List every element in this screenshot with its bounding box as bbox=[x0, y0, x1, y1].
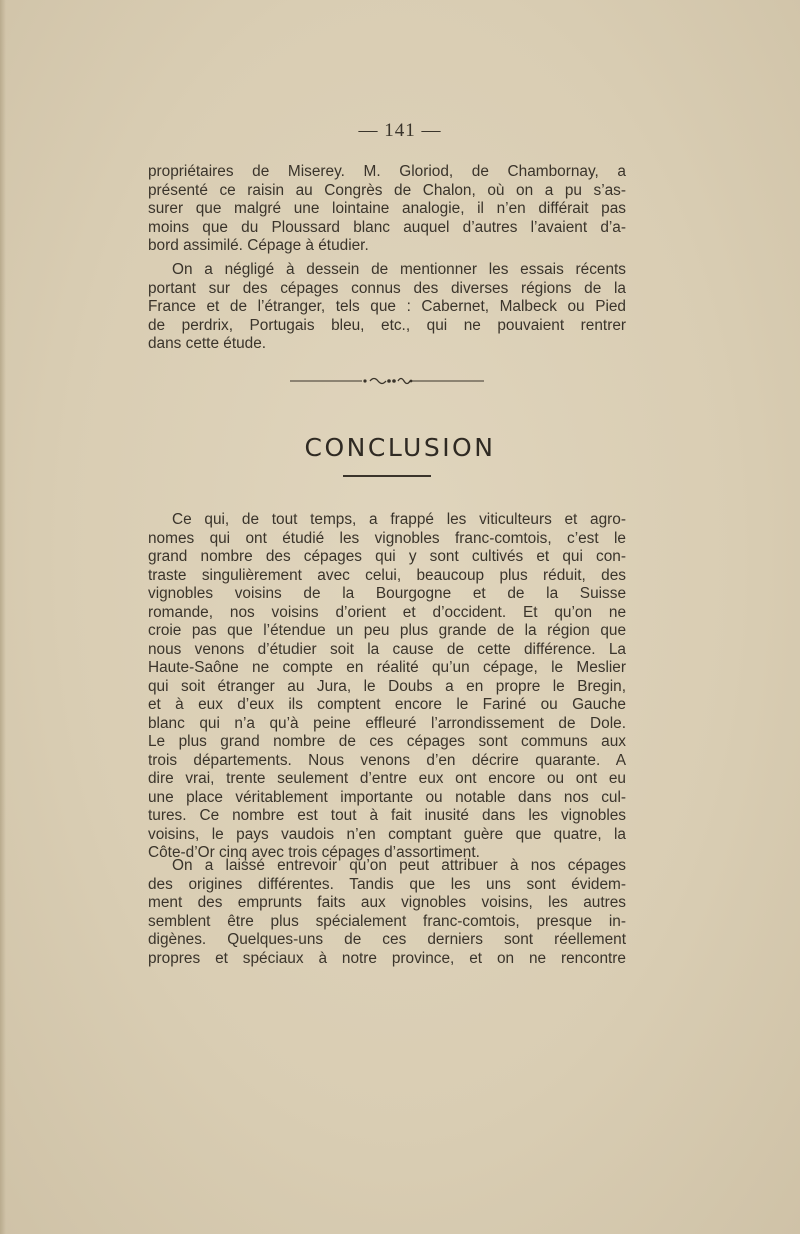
page-edge-shadow bbox=[0, 0, 6, 1234]
exclusion-paragraph bbox=[148, 261, 626, 354]
page-number: — 141 — bbox=[358, 120, 442, 141]
text-line: Côte-d’Or cinq avec trois cépages d’assortiment. bbox=[148, 844, 480, 861]
text-line: portant sur des cépages connus des diverses régions de la bbox=[148, 279, 626, 297]
text-line: romande, nos voisins d’orient et d’occident. Et qu’on ne bbox=[148, 603, 626, 621]
text-line: On a négligé à dessein de mentionner les essais récents bbox=[172, 261, 626, 278]
text-line: Le plus grand nombre de ces cépages sont communs aux bbox=[148, 733, 626, 750]
text-line: digènes. Quelques-uns de ces derniers sont réellement bbox=[148, 931, 626, 948]
text-line: bord assimilé. Cépage à étudier. bbox=[148, 237, 369, 254]
text-line: de perdrix, Portugais bleu, etc., qui ne pouvaient rentrer bbox=[148, 316, 626, 334]
text-line: des origines différentes. Tandis que les uns sont évidem- bbox=[148, 875, 626, 893]
text-line: nous venons d’étudier soit la cause de cette différence. La bbox=[148, 640, 626, 658]
section-divider-ornament bbox=[290, 374, 484, 388]
heading-underline bbox=[343, 475, 431, 477]
text-line: semblent être plus spécialement franc-comtois, presque in- bbox=[148, 912, 626, 930]
text-line: Haute-Saône ne compte en réalité qu’un cépage, le Meslier bbox=[148, 659, 626, 676]
conclusion-paragraph-1 bbox=[148, 511, 626, 863]
text-line: moins que du Ploussard blanc auquel d’autres l’avaient d’a- bbox=[148, 218, 626, 236]
text-line: dire vrai, trente seulement d’entre eux ont encore ou ont eu bbox=[148, 770, 626, 787]
text-line: qui soit étranger au Jura, le Doubs a en propre le Bregin, bbox=[148, 677, 626, 695]
conclusion-paragraph-2 bbox=[148, 857, 626, 968]
text-line: et à eux d’eux ils comptent encore le Fariné ou Gauche bbox=[148, 696, 626, 713]
text-line: Ce qui, de tout temps, a frappé les viticulteurs et agro- bbox=[172, 511, 626, 528]
text-line: présenté ce raisin au Congrès de Chalon, où on a pu s’as- bbox=[148, 181, 626, 199]
text-line: vignobles voisins de la Bourgogne et de la Suisse bbox=[148, 585, 626, 602]
text-line: propres et spéciaux à notre province, et on ne rencontre bbox=[148, 949, 626, 967]
text-line: grand nombre des cépages qui y sont cultivés et qui con- bbox=[148, 548, 626, 565]
intro-paragraph bbox=[148, 163, 626, 256]
text-line: France et de l’étranger, tels que : Cabernet, Malbeck ou Pied bbox=[148, 298, 626, 315]
text-line: blanc qui n’a qu’à peine effleuré l’arrondissement de Dole. bbox=[148, 714, 626, 732]
text-line: trois départements. Nous venons d’en décrire quarante. A bbox=[148, 751, 626, 769]
text-line: une place véritablement importante ou notable dans nos cul- bbox=[148, 788, 626, 806]
text-line: dans cette étude. bbox=[148, 335, 267, 352]
text-line: propriétaires de Miserey. M. Gloriod, de Chambornay, a bbox=[148, 163, 626, 180]
text-line: nomes qui ont étudié les vignobles franc-comtois, c’est le bbox=[148, 529, 626, 547]
text-line: ment des emprunts faits aux vignobles voisins, les autres bbox=[148, 894, 626, 911]
text-line: traste singulièrement avec celui, beaucoup plus réduit, des bbox=[148, 566, 626, 584]
text-line: tures. Ce nombre est tout à fait inusité dans les vignobles bbox=[148, 807, 626, 824]
text-line: surer que malgré une lointaine analogie, il n’en différait pas bbox=[148, 200, 626, 217]
section-heading: CONCLUSION bbox=[304, 433, 496, 462]
text-line: croie pas que l’étendue un peu plus grande de la région que bbox=[148, 622, 626, 639]
text-line: On a laissé entrevoir qu’on peut attribuer à nos cépages bbox=[172, 857, 626, 874]
text-line: voisins, le pays vaudois n’en comptant guère que quatre, la bbox=[148, 825, 626, 843]
